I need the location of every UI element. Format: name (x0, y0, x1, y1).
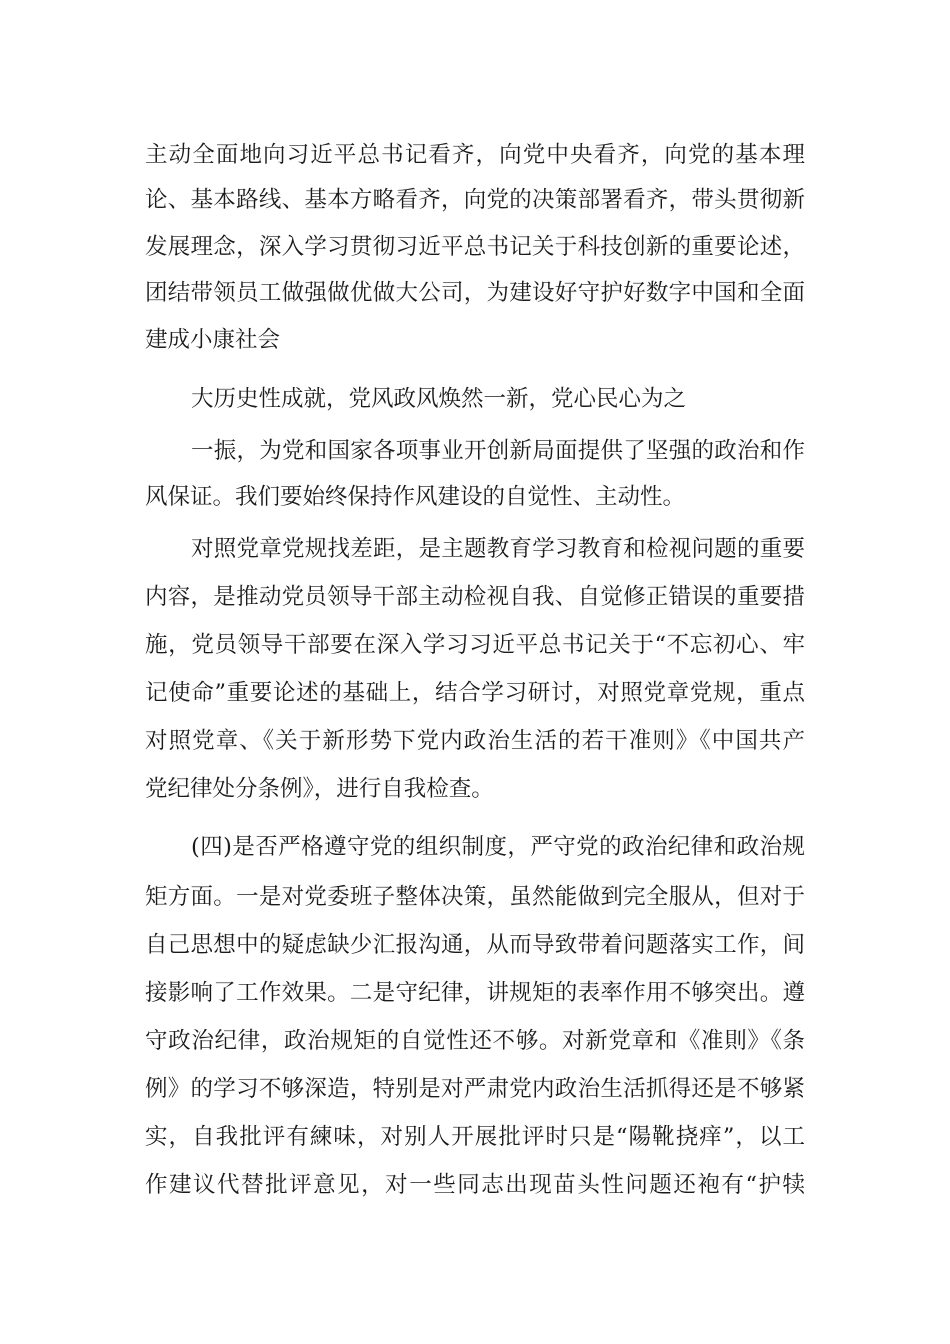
text-line: 守政治纪律，政治规矩的自觉性还不够。对新党章和《准則》《条 (145, 1028, 805, 1054)
text-line: 对照党章、《关于新形势下党内政治生活的若干准则》《中国共产 (145, 728, 805, 754)
text-line: 矩方面。一是对党委班子整体决策，虽然能做到完全服从，但对于 (145, 884, 805, 910)
text-line: 内容，是推动党员领导干部主动检视自我、自觉修正错误的重要措 (145, 584, 805, 610)
text-line: 主动全面地向习近平总书记看齐，向党中央看齐，向党的基本理 (145, 142, 805, 168)
text-line: 作建议代替批评意见，对一些同志出现苗头性问题还袍有“护犊 (145, 1172, 805, 1198)
text-line: 党纪律处分条例》，进行自我检查。 (145, 776, 494, 802)
text-line: 风保证。我们要始终保持作风建设的自觉性、主动性。 (145, 484, 686, 510)
text-line: 团结带领员工做强做优做大公司，为建设好守护好数字中国和全面 (145, 280, 805, 306)
text-line: 自己思想中的疑虑缺少汇报沟通，从而导致带着问题落实工作，间 (145, 932, 805, 958)
text-line: 接影响了工作效果。二是守纪律，讲规矩的表率作用不够突出。遵 (145, 980, 805, 1006)
text-line: 一振，为党和国家各项事业开创新局面提供了坚强的政治和作 (191, 438, 805, 464)
text-line: 记使命”重要论述的基础上，结合学习研讨，对照党章党规，重点 (145, 680, 805, 706)
text-line: 论、基本路线、基本方略看齐，向党的决策部署看齐，带头贯彻新 (145, 187, 805, 213)
text-line: 施，党员领导干部要在深入学习习近平总书记关于“不忘初心、牢 (145, 632, 805, 658)
text-line: 发展理念，深入学习贯彻习近平总书记关于科技创新的重要论述， (145, 234, 805, 260)
text-line: 大历史性成就，党风政风焕然一新，党心民心为之 (191, 386, 687, 412)
text-line: 例》的学习不够深造，特别是对严肃党内政治生活抓得还是不够紧 (145, 1076, 805, 1102)
text-line: 建成小康社会 (145, 327, 281, 353)
text-line: (四)是否严格遵守党的组织制度，严守党的政治纪律和政治规 (191, 834, 805, 860)
text-line: 实，自我批评有練味，对别人开展批评时只是“陽靴挠痒”，以工 (145, 1124, 805, 1150)
text-line: 对照党章党规找差距，是主题教育学习教育和检视问题的重要 (191, 536, 805, 562)
